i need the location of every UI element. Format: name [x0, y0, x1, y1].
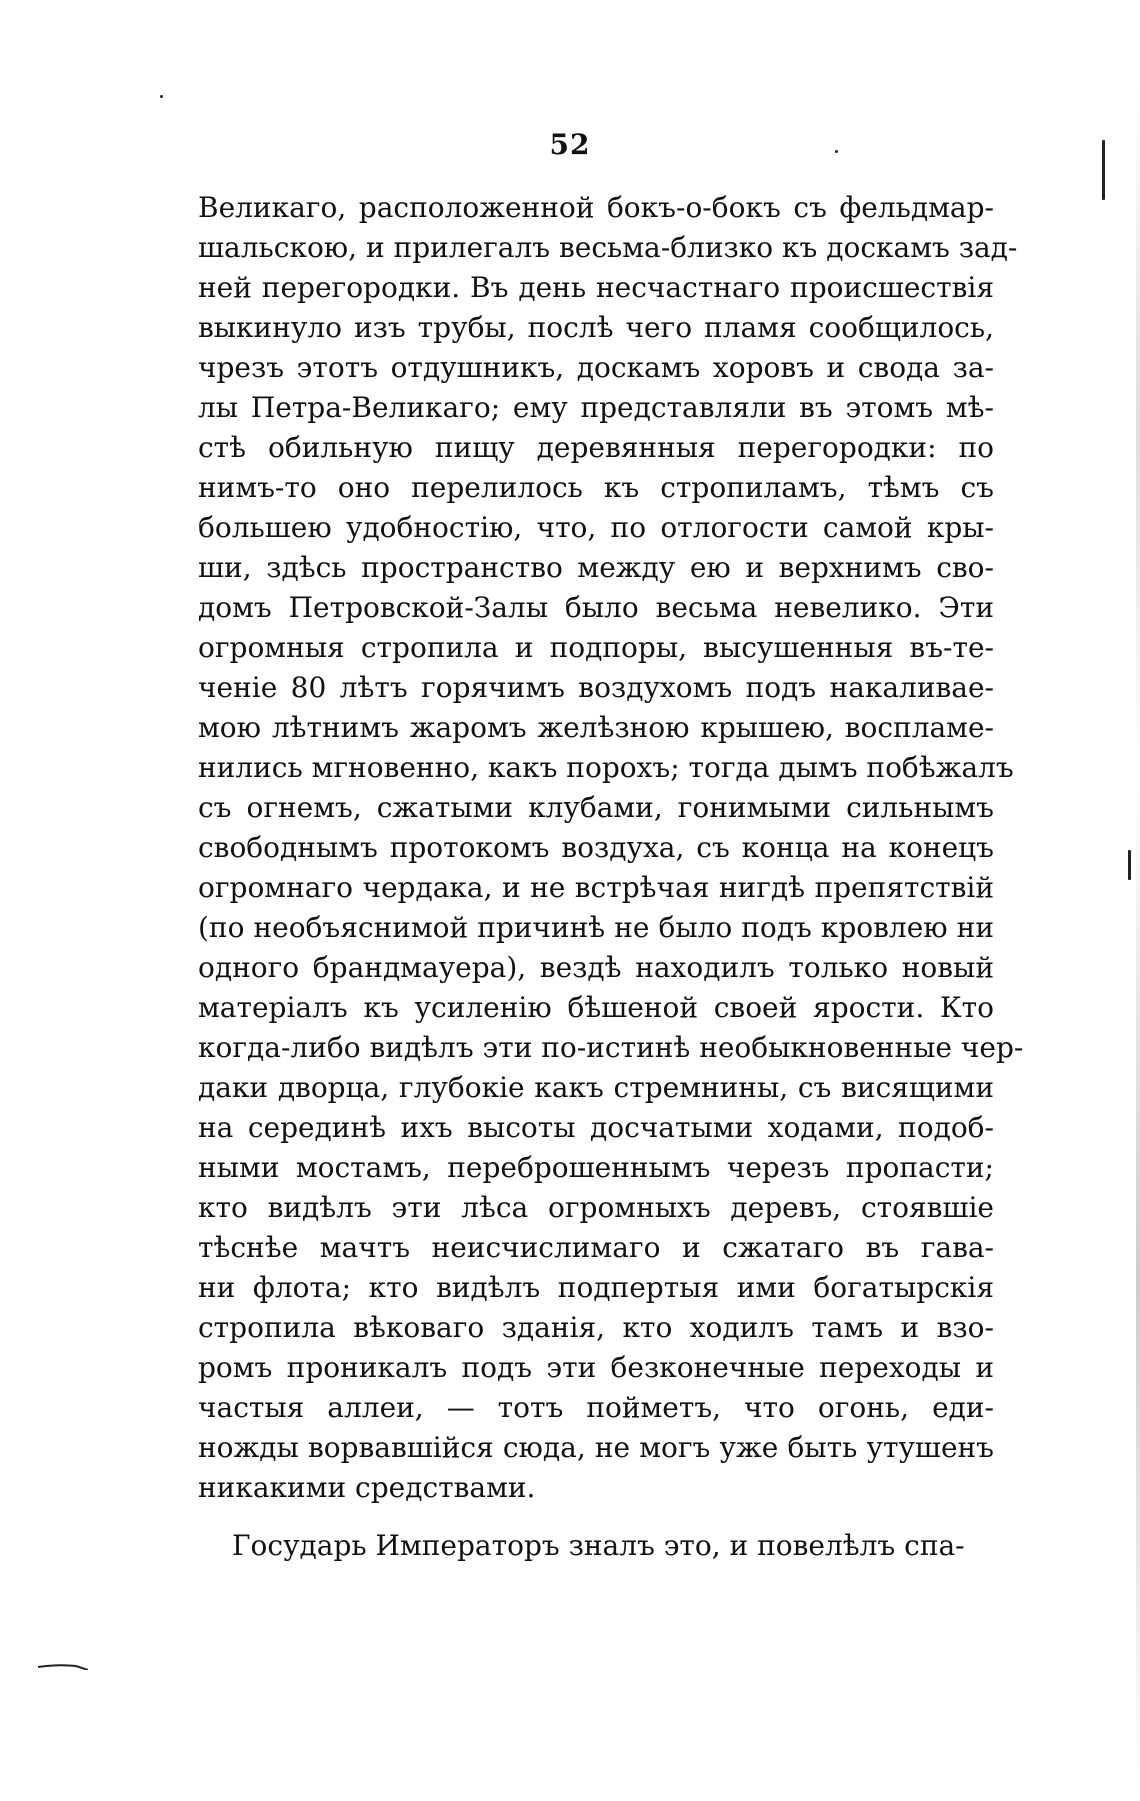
text-line: нимъ-то оно перелилось къ стропиламъ, тѣмъ съ	[198, 471, 994, 504]
text-line: ши, здѣсь пространство между ею и верхнимъ сво-	[198, 551, 994, 584]
text-line: когда-либо видѣлъ эти по-истинѣ необыкновенные чер-	[198, 1031, 1024, 1064]
text-line: стропила вѣковаго зданія, кто ходилъ тамъ и взо-	[198, 1311, 994, 1344]
text-line: свободнымъ протокомъ воздуха, съ конца на конецъ	[198, 831, 994, 864]
text-line: большею удобностію, что, по отлогости самой кры-	[198, 511, 994, 544]
text-line: мою лѣтнимъ жаромъ желѣзною крышею, воспламе-	[198, 711, 994, 744]
text-line: на серединѣ ихъ высоты досчатыми ходами, подоб-	[198, 1111, 994, 1144]
scan-speck	[160, 95, 163, 98]
scan-mark	[38, 1664, 88, 1670]
text-line: шальскою, и прилегалъ весьма-близко къ доскамъ зад-	[198, 231, 1018, 264]
paragraph-1	[198, 188, 1024, 1508]
scan-speck	[835, 150, 838, 153]
paragraph-2	[198, 1526, 994, 1566]
text-line: тѣснѣе мачтъ неисчислимаго и сжатаго въ гава-	[198, 1231, 994, 1264]
text-line: ножды ворвавшійся сюда, не могъ уже быть утушенъ	[198, 1431, 994, 1464]
scan-speck	[1102, 140, 1105, 200]
text-line: лы Петра-Великаго; ему представляли въ этомъ мѣ-	[198, 391, 994, 424]
text-line: чрезъ этотъ отдушникъ, доскамъ хоровъ и свода за-	[198, 351, 994, 384]
text-line: домъ Петровской-Залы было весьма невелико. Эти	[198, 591, 994, 624]
text-line: ромъ проникалъ подъ эти безконечные переходы и	[198, 1351, 994, 1384]
page-text	[198, 188, 1024, 1566]
text-line: съ огнемъ, сжатыми клубами, гонимыми сильнымъ	[198, 791, 994, 824]
text-line: никакими средствами.	[198, 1471, 536, 1504]
text-line: ченіе 80 лѣтъ горячимъ воздухомъ подъ накаливае-	[198, 671, 994, 704]
text-line: огромнаго чердака, и не встрѣчая нигдѣ препятствій	[198, 871, 994, 904]
text-line: выкинуло изъ трубы, послѣ чего пламя сообщилось,	[198, 311, 994, 344]
text-line: ными мостамъ, переброшеннымъ черезъ пропасти;	[198, 1151, 994, 1184]
text-line: ни флота; кто видѣлъ подпертыя ими богатырскія	[198, 1271, 994, 1304]
text-line: одного брандмауера), вездѣ находилъ только новый	[198, 951, 994, 984]
page-number: 52	[549, 128, 591, 161]
text-line: кто видѣлъ эти лѣса огромныхъ деревъ, стоявшіе	[198, 1191, 994, 1224]
text-line: нились мгновенно, какъ порохъ; тогда дымъ побѣжалъ	[198, 751, 1014, 784]
text-line: даки дворца, глубокіе какъ стремнины, съ висящими	[198, 1071, 994, 1104]
text-line: огромныя стропила и подпоры, высушенныя въ-те-	[198, 631, 994, 664]
text-line: частыя аллеи, — тотъ пойметъ, что огонь, еди-	[198, 1391, 994, 1424]
text-line: стѣ обильную пищу деревянныя перегородки: по	[198, 431, 994, 464]
text-line: (по необъяснимой причинѣ не было подъ кровлею ни	[198, 911, 994, 944]
text-line: Государь Императоръ зналъ это, и повелѣлъ спа-	[232, 1529, 965, 1562]
text-line: Великаго, расположенной бокъ-о-бокъ съ фельдмар-	[198, 191, 994, 224]
paragraph-gap	[198, 1508, 994, 1526]
text-line: ней перегородки. Въ день несчастнаго происшествія	[198, 271, 994, 304]
page-edge-shadow	[1136, 90, 1140, 1790]
text-line: матеріалъ къ усиленію бѣшеной своей ярости. Кто	[198, 991, 994, 1024]
scan-speck	[1128, 850, 1131, 880]
